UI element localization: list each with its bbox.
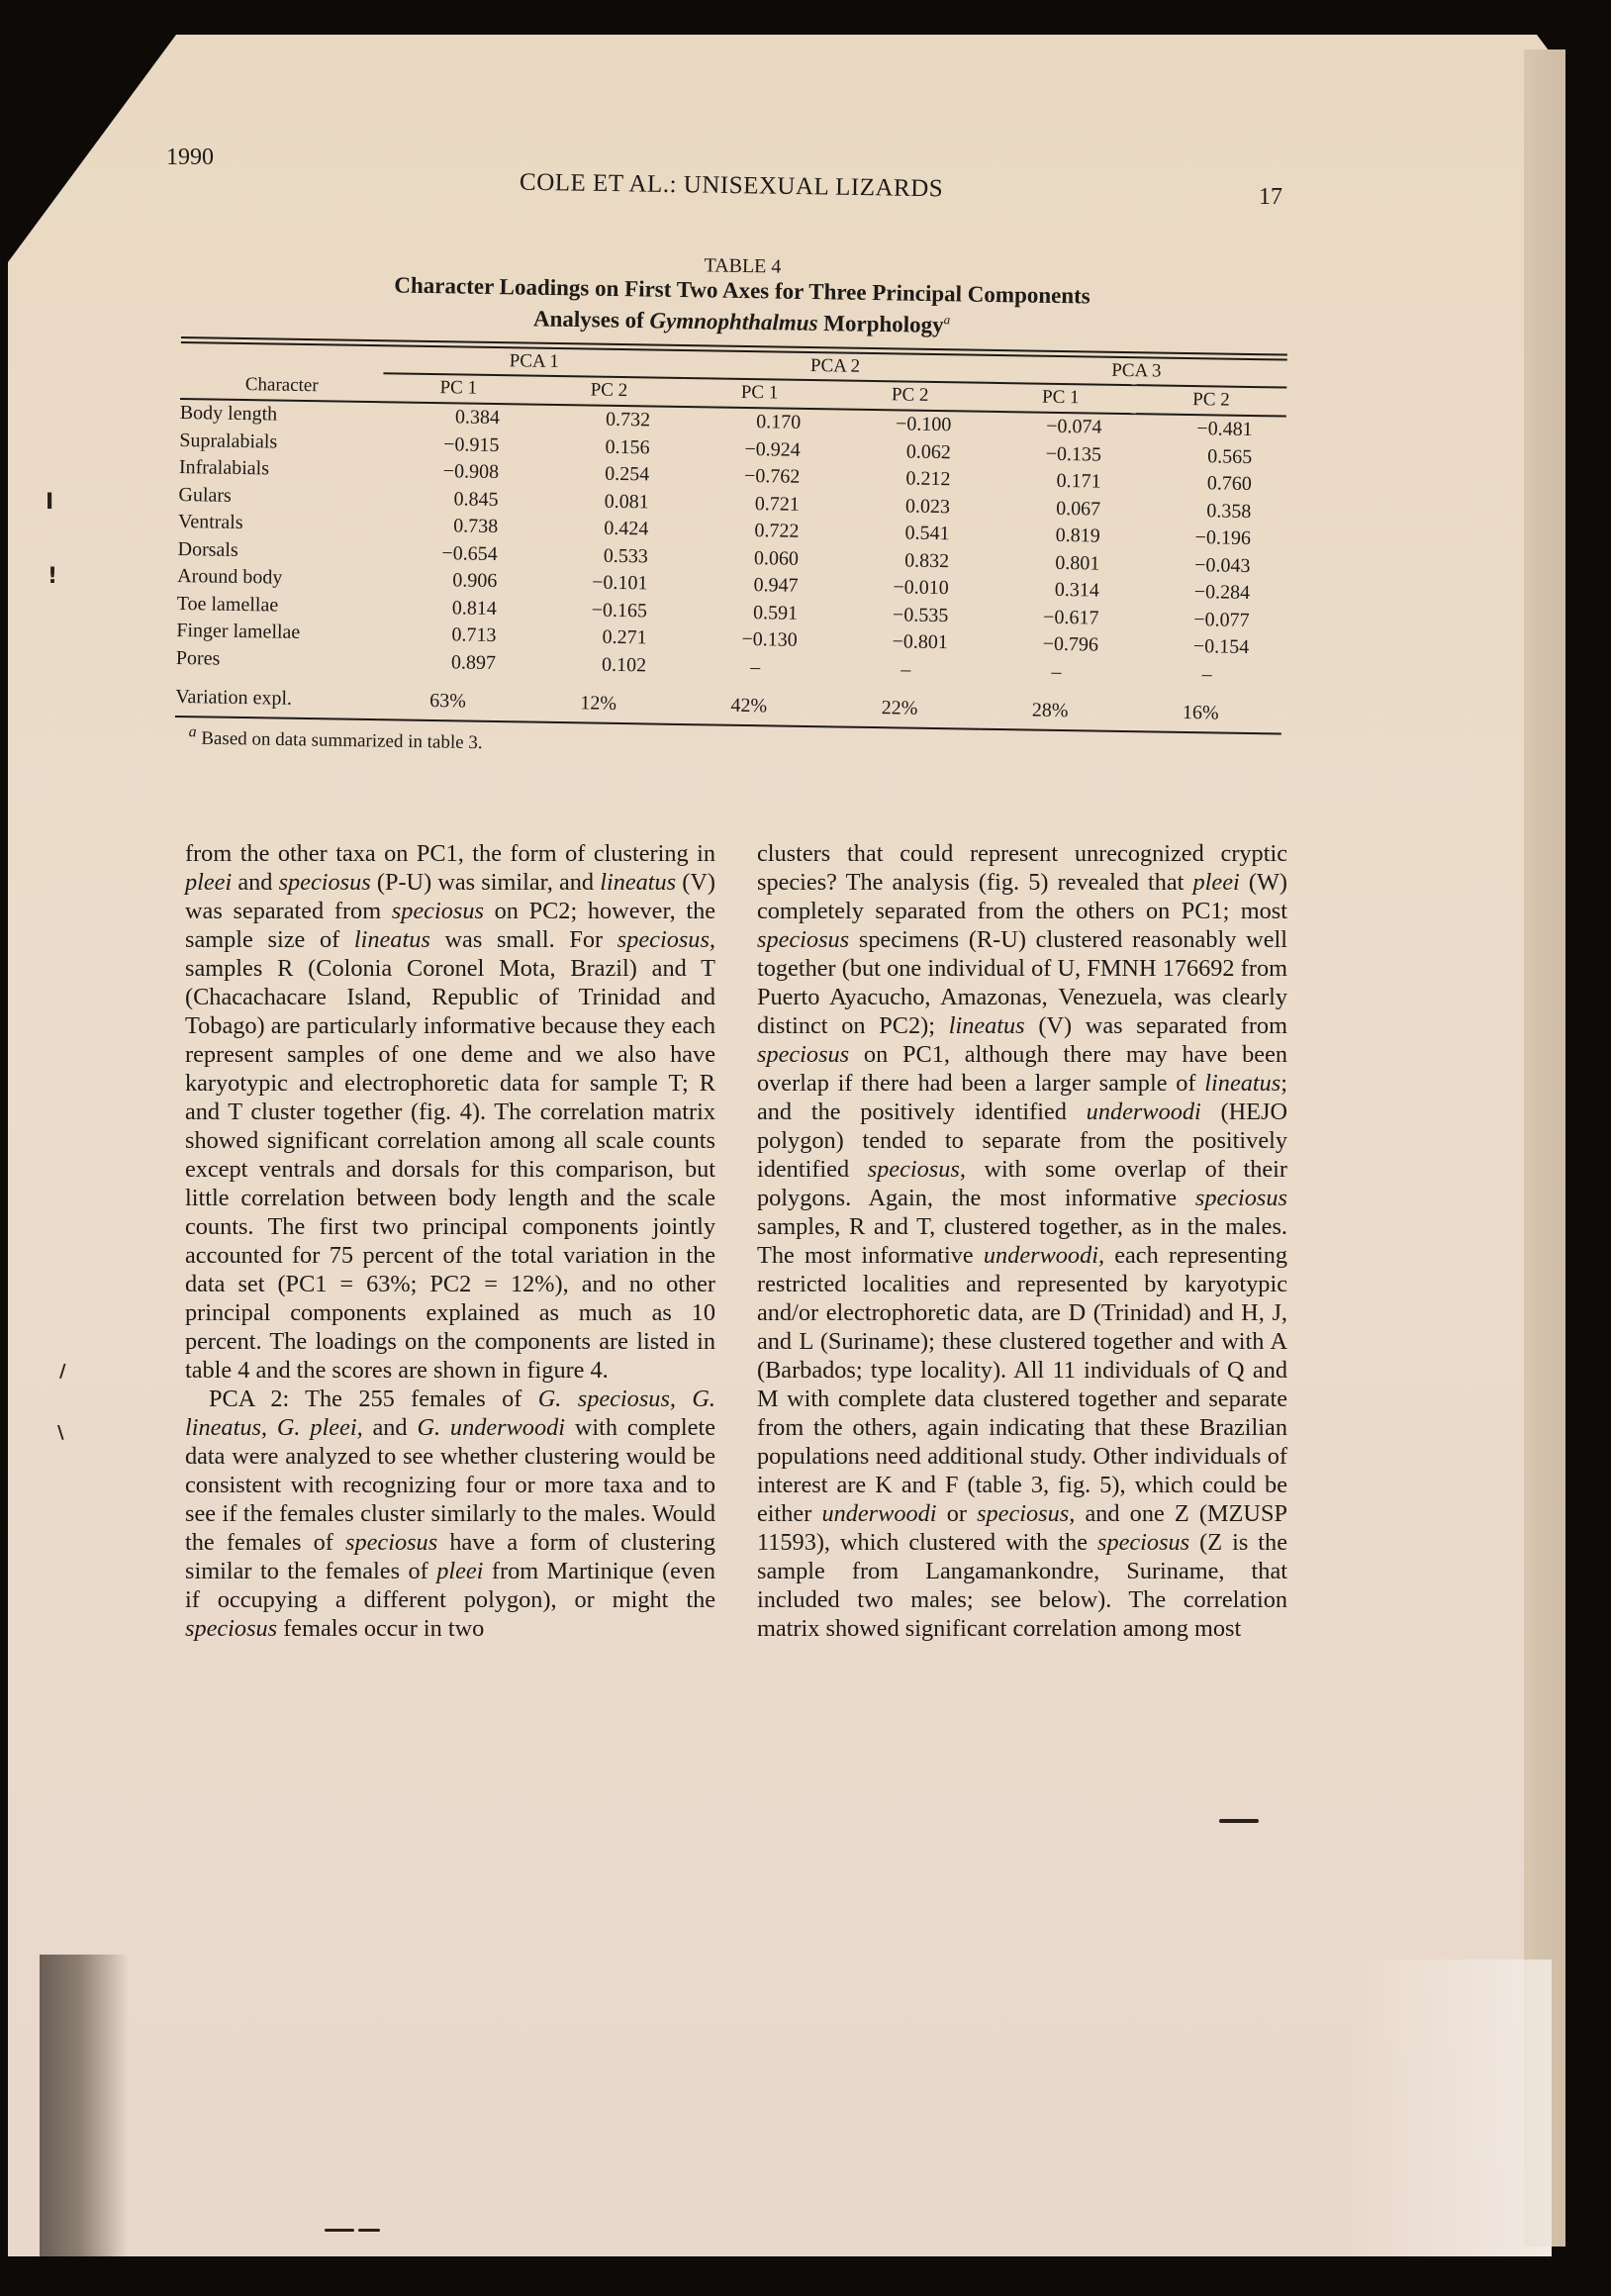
page-number: 17 xyxy=(1259,184,1282,210)
footnote-text: Based on data summarized in table 3. xyxy=(196,727,483,753)
loading-value: −0.481 xyxy=(1196,418,1253,441)
loading-value: 0.832 xyxy=(903,549,950,572)
group-header: PCA 3 xyxy=(986,356,1287,388)
text-run: specimens (R-U) clustered reasonably well together (but one individual of U, FMNH 176692 from Puerto Ayacucho, Amazonas, Venezuela, was clearly distinct on PC2); xyxy=(757,926,1287,1039)
italic-taxon: lineatus xyxy=(948,1012,1025,1039)
loading-value: 0.801 xyxy=(1055,551,1100,575)
body-paragraph xyxy=(757,839,1287,1643)
loading-value: 0.732 xyxy=(605,408,651,431)
ink-smudge xyxy=(1219,1819,1259,1823)
italic-taxon: underwoodi xyxy=(1086,1099,1201,1125)
text-run xyxy=(676,1386,692,1412)
loading-value: 0.541 xyxy=(904,522,950,545)
text-run: (Z is the sample from Langamankondre, Suriname, that included two males; see below). The correlation matrix showed significant correlation among most xyxy=(757,1529,1287,1642)
body-paragraph xyxy=(185,1385,715,1643)
loading-value: 0.713 xyxy=(451,623,497,647)
loading-value: 0.721 xyxy=(754,492,801,516)
character-name: Infralabials xyxy=(178,455,270,480)
table-label: TABLE 4 xyxy=(704,254,782,278)
text-run: on PC2; however, the sample size of xyxy=(185,898,716,953)
ink-smudge xyxy=(325,2229,354,2232)
text-run: (V) was separated from xyxy=(1024,1012,1287,1039)
text-run: on PC1, although there may have been overlap if there had been a larger sample of xyxy=(757,1041,1287,1097)
variation-label: Variation expl. xyxy=(175,672,379,719)
loading-value: −0.043 xyxy=(1194,553,1251,577)
loading-value: −0.101 xyxy=(592,571,648,595)
margin-pencil-mark: I xyxy=(46,490,54,515)
text-run: each representing restricted localities and represented by karyotypic and/or electrophoretic data, are D (Trinidad) and H, J, and L (Suriname); these clustered together and with A (Barbados; type locality). All 11 individuals of Q and M with complete data clustered together and separate from the others, again indicating that these Brazilian populations need additional study. Other individuals of interest are K and F (table 3, fig. 5), which could be either xyxy=(757,1242,1287,1527)
text-run: ; and the positively identified xyxy=(757,1070,1287,1125)
loading-value: 0.819 xyxy=(1055,524,1100,547)
text-run: (P-U) was similar, and xyxy=(370,869,601,896)
group-header: PCA 1 xyxy=(383,346,685,378)
loading-value: 0.906 xyxy=(452,569,498,593)
table-title-post: Morphology xyxy=(817,310,944,337)
loading-value: −0.284 xyxy=(1193,581,1251,604)
loading-value: – xyxy=(900,657,911,681)
variation-value: 16% xyxy=(1131,687,1282,733)
loading-value: 0.170 xyxy=(756,411,802,433)
scan-shadow xyxy=(40,1955,129,2256)
subheader-cell: PC 2 xyxy=(834,380,986,411)
loading-value: – xyxy=(1051,660,1062,683)
loading-value: −0.165 xyxy=(591,599,648,622)
character-name: Finger lamellae xyxy=(176,619,301,643)
loading-value: 0.062 xyxy=(905,440,952,463)
character-name: Body length xyxy=(179,401,278,426)
character-name: Dorsals xyxy=(177,537,238,561)
table-title-pre: Analyses of xyxy=(532,306,650,334)
loading-value: −0.617 xyxy=(1042,606,1099,629)
loading-value: 0.067 xyxy=(1055,497,1101,521)
loading-value: 0.171 xyxy=(1056,469,1101,493)
variation-value: 28% xyxy=(981,685,1132,731)
loading-value: 0.271 xyxy=(602,625,647,649)
text-run: with some overlap of their polygons. Again, the most informative xyxy=(757,1156,1287,1211)
table-caption xyxy=(296,248,1187,342)
loading-value: −0.077 xyxy=(1193,608,1250,631)
loading-value: – xyxy=(750,655,761,678)
loading-value: 0.565 xyxy=(1207,444,1253,468)
loading-value: 0.384 xyxy=(454,406,501,430)
margin-pencil-mark: / xyxy=(59,1361,66,1382)
text-run: clusters that could represent unrecognized cryptic species? The analysis (fig. 5) revealed that xyxy=(757,840,1287,896)
loading-value: 0.722 xyxy=(754,520,800,542)
italic-taxon: lineatus xyxy=(1204,1070,1281,1097)
loading-value: −0.924 xyxy=(744,437,801,461)
italic-taxon: speciosus, xyxy=(867,1156,966,1183)
loading-value: 0.102 xyxy=(601,653,647,676)
subheader-cell: PC 1 xyxy=(383,373,534,404)
loading-value: 0.845 xyxy=(453,487,499,511)
loading-value: −0.074 xyxy=(1046,415,1102,438)
italic-taxon: speciosus, xyxy=(977,1500,1076,1527)
italic-taxon: speciosus xyxy=(757,926,850,953)
loading-value: −0.535 xyxy=(892,603,949,626)
text-run: was small. For xyxy=(429,926,617,953)
scan-glare xyxy=(1346,1960,1552,2256)
loading-value: −0.100 xyxy=(895,413,952,436)
text-run: and one Z (MZUSP 11593), which clustered with the xyxy=(757,1500,1287,1556)
loading-value: −0.796 xyxy=(1042,632,1099,656)
loading-value: 0.814 xyxy=(451,596,498,620)
variation-value: 42% xyxy=(679,680,830,726)
character-header: Character xyxy=(180,343,384,402)
text-run: samples, R and T, clustered together, as in the males. The most informative xyxy=(757,1213,1287,1269)
loading-value: 0.254 xyxy=(605,462,650,486)
loading-value: 0.591 xyxy=(752,601,799,624)
table-title-line1: Character Loadings on First Two Axes for Three Principal Components xyxy=(394,272,1090,309)
margin-pencil-mark: \ xyxy=(57,1422,64,1443)
body-column-left xyxy=(185,839,715,1643)
loading-value: −0.010 xyxy=(893,576,949,600)
loading-value: −0.130 xyxy=(741,627,798,651)
text-run: females occur in two xyxy=(277,1615,485,1642)
italic-taxon: lineatus xyxy=(600,869,677,896)
italic-taxon: pleei xyxy=(436,1558,484,1584)
subheader-cell: PC 1 xyxy=(684,378,835,409)
page-stack-edge xyxy=(1524,49,1565,2247)
character-name: Ventrals xyxy=(177,510,243,534)
italic-taxon: speciosus xyxy=(185,1615,278,1642)
loading-value: −0.801 xyxy=(892,630,949,654)
group-header: PCA 2 xyxy=(685,351,987,383)
variation-value: 63% xyxy=(378,675,529,721)
italic-taxon: pleei xyxy=(185,869,233,896)
loading-value: 0.738 xyxy=(453,515,499,538)
variation-value: 22% xyxy=(829,682,981,728)
text-run: with complete data were analyzed to see whether clustering would be consistent with recognizing four or more taxa and to see if the females cluster similarly to the males. Would the females of xyxy=(185,1414,715,1556)
footnote-mark: a xyxy=(188,722,197,740)
character-name: Toe lamellae xyxy=(176,592,279,617)
italic-taxon: speciosus xyxy=(1194,1185,1287,1211)
italic-taxon: G. lineatus, G. pleei, xyxy=(185,1386,715,1441)
loading-value: −0.762 xyxy=(743,464,801,488)
subheader-cell: PC 2 xyxy=(533,376,685,407)
character-name: Gulars xyxy=(178,483,232,507)
italic-taxon: speciosus, xyxy=(616,926,715,953)
body-column-right xyxy=(757,839,1287,1643)
ink-smudge xyxy=(358,2229,380,2232)
italic-taxon: lineatus xyxy=(353,926,430,953)
italic-taxon: speciosus xyxy=(391,898,484,924)
text-run: PCA 2: The 255 females of xyxy=(209,1386,538,1412)
subheader-cell: PC 2 xyxy=(1136,385,1287,416)
loading-value: −0.915 xyxy=(443,432,500,456)
loading-value: −0.908 xyxy=(442,460,500,484)
loading-value: −0.654 xyxy=(441,541,498,565)
loading-value: 0.533 xyxy=(603,544,649,567)
running-head-year: 1990 xyxy=(166,144,214,170)
loading-value: 0.060 xyxy=(753,546,800,570)
italic-taxon: speciosus xyxy=(1097,1529,1190,1556)
italic-taxon: G. underwoodi xyxy=(417,1414,566,1441)
loading-value: 0.081 xyxy=(604,490,649,513)
text-run: (W) completely separated from the others on PC1; most xyxy=(757,869,1287,924)
italic-taxon: pleei xyxy=(1192,869,1240,896)
loading-value: 0.156 xyxy=(605,435,650,458)
loading-value: 0.947 xyxy=(753,574,799,597)
loading-value: 0.212 xyxy=(905,467,951,491)
table-title-genus: Gymnophthalmus xyxy=(649,308,818,335)
subheader-cell: PC 1 xyxy=(986,383,1137,414)
text-run: from the other taxa on PC1, the form of clustering in xyxy=(185,840,715,867)
loading-value: −0.154 xyxy=(1192,635,1250,658)
margin-pencil-mark: ! xyxy=(47,564,58,589)
text-run: samples R (Colonia Coronel Mota, Brazil) and T (Chacachacare Island, Republic of Trinidad and Tobago) are particularly informative because they each represent samples of one deme and we also have karyotypic and electrophoretic data for sample T; R and T cluster together (fig. 4). The correlation matrix showed significant correlation among all scale counts except ventrals and dorsals for this comparison, but little correlation between body length and the scale counts. The first two principal components jointly accounted for 75 percent of the total variation in the data set (PC1 = 63%; PC2 = 12%), and no other principal components explained as much as 10 percent. The loadings on the components are listed in table 4 and the scores are shown in figure 4. xyxy=(185,955,715,1384)
loading-value: 0.314 xyxy=(1054,578,1100,602)
text-run: and xyxy=(232,869,279,896)
body-paragraph xyxy=(185,839,715,1385)
loading-value: 0.023 xyxy=(904,495,951,518)
loading-value: 0.760 xyxy=(1206,472,1252,496)
loading-value: −0.196 xyxy=(1194,526,1252,550)
text-run: have a form of clustering similar to the females of xyxy=(185,1529,715,1584)
running-head-title: COLE ET AL.: UNISEXUAL LIZARDS xyxy=(519,168,944,203)
text-run: (V) was separated from xyxy=(185,869,715,924)
italic-taxon: speciosus xyxy=(757,1041,850,1068)
text-run: (HEJO polygon) tended to separate from the positively identified xyxy=(757,1099,1287,1183)
loading-value: 0.897 xyxy=(450,650,497,674)
italic-taxon: speciosus xyxy=(345,1529,438,1556)
italic-taxon: underwoodi, xyxy=(983,1242,1105,1269)
italic-taxon: speciosus xyxy=(278,869,371,896)
text-run: and xyxy=(362,1414,418,1441)
character-name: Pores xyxy=(175,646,221,670)
loading-value: 0.424 xyxy=(604,517,649,540)
text-run: from Martinique (even if occupying a different polygon), or might the xyxy=(185,1558,715,1613)
loading-value: −0.135 xyxy=(1045,442,1102,466)
italic-taxon: underwoodi xyxy=(821,1500,937,1527)
italic-taxon: G. speciosus, xyxy=(537,1386,676,1412)
loading-value: – xyxy=(1201,662,1212,685)
text-run: or xyxy=(936,1500,978,1527)
loading-value: 0.358 xyxy=(1206,499,1252,523)
table-title-footnote-mark: a xyxy=(943,312,951,328)
variation-value: 12% xyxy=(528,678,680,724)
loadings-table xyxy=(174,336,1286,766)
character-name: Around body xyxy=(177,564,283,589)
character-name: Supralabials xyxy=(179,429,278,453)
